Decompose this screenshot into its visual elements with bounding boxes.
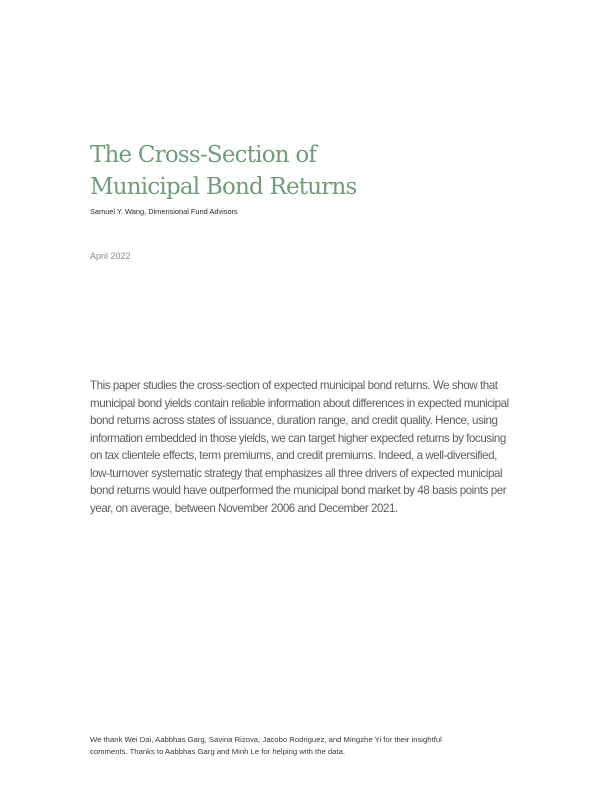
- title-line-1: The Cross-Section of: [90, 142, 317, 168]
- title-line-2: Municipal Bond Returns: [90, 174, 357, 200]
- abstract-line: bond returns would have outperformed the municipal bond market by 48 basis points per: [90, 484, 507, 497]
- abstract-line: information embedded in those yields, we can target higher expected returns by focusing: [90, 431, 506, 445]
- abstract-line: bond returns across states of issuance, duration range, and credit quality. Hence, using: [90, 414, 498, 427]
- author-affiliation: Samuel Y. Wang, Dimensional Fund Advisors: [90, 207, 238, 216]
- abstract-line: on tax clientele effects, term premiums, and credit premiums. Indeed, a well-diversified,: [90, 449, 497, 462]
- footnote-line: comments. Thanks to Aabbhas Garg and Minh Le for helping with the data.: [90, 747, 345, 756]
- footnote-line: We thank Wei Dai, Aabbhas Garg, Savina Rizova, Jacobo Rodriguez, and Mingzhe Yi for their insightful: [90, 735, 442, 744]
- publication-date: April 2022: [90, 251, 131, 261]
- abstract: [90, 377, 510, 517]
- abstract-line: low-turnover systematic strategy that emphasizes all three drivers of expected municipal: [90, 466, 503, 480]
- abstract-line: year, on average, between November 2006 and December 2021.: [90, 501, 398, 515]
- acknowledgements-footnote: [90, 734, 530, 758]
- paper-title: [90, 139, 510, 203]
- abstract-line: municipal bond yields contain reliable information about differences in expected municipal: [90, 396, 509, 410]
- abstract-line: This paper studies the cross-section of expected municipal bond returns. We show that: [90, 379, 498, 392]
